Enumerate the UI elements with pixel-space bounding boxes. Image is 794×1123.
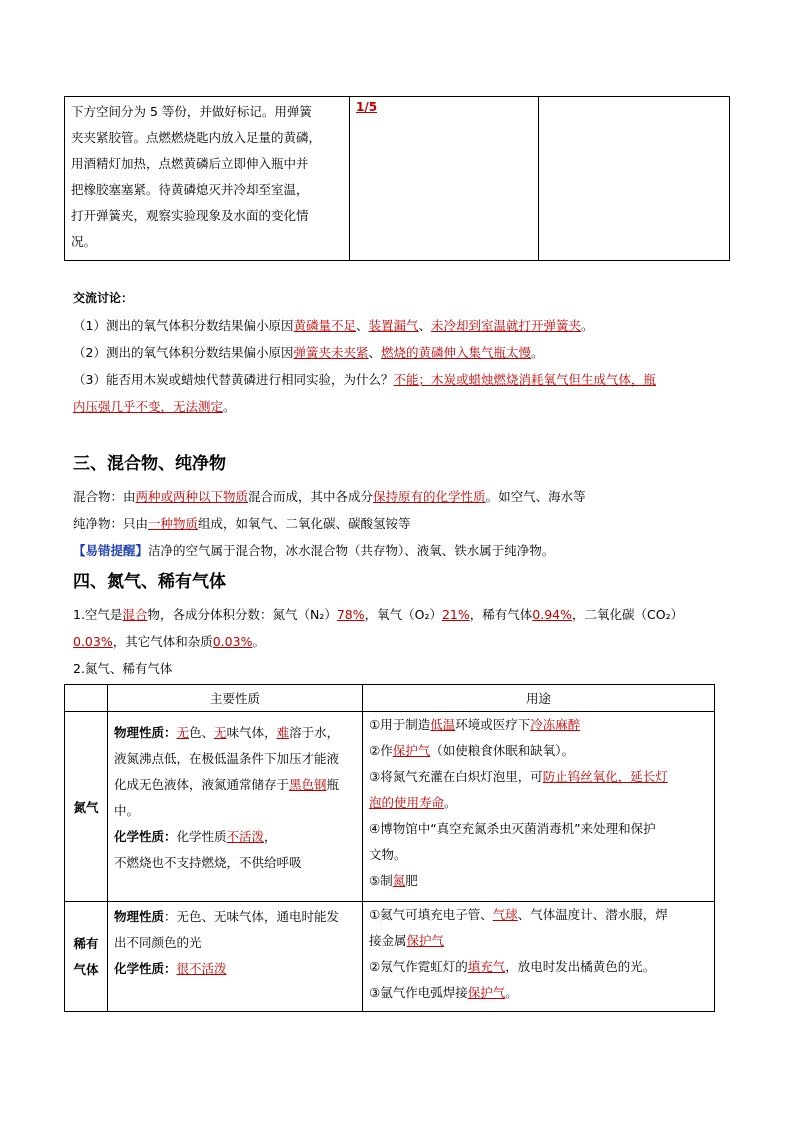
n2-phys-line1: [114, 720, 357, 746]
p1-rare: 0.94%: [532, 607, 573, 622]
n2-use3-d: 。: [444, 795, 457, 810]
rare-phys-line2: 出不同颜色的光: [114, 935, 202, 950]
rare-use1-e: 保护气: [406, 933, 445, 948]
rare-use3-c: 。: [505, 985, 518, 1000]
n2-use3-cont: [369, 790, 709, 816]
rare-name-cell: [65, 902, 108, 1012]
rare-phys-a: ：无色、无味气体，通电时能发: [164, 909, 340, 924]
n2-use5-a: ⑤制: [369, 873, 393, 888]
rare-use2-c: ，放电时发出橘黄色的光。: [505, 959, 656, 974]
p1-n2: 78%: [336, 607, 365, 622]
discussion-q1: [73, 316, 594, 334]
q2-end: 。: [531, 345, 544, 360]
header-main-cell: [108, 685, 363, 712]
n2-use1-a: ①用于制造: [369, 717, 431, 732]
experiment-steps-line: 下方空间分为 5 等份，并做好标记。用弹簧: [71, 104, 312, 119]
n2-use2-a: ②作: [369, 743, 393, 758]
n2-phys-e: 难: [276, 725, 290, 740]
n2-use2: [369, 738, 709, 764]
n2-use1-b: 低温: [430, 717, 456, 732]
p1-g: 。: [252, 634, 265, 649]
n2-phys-l3a: 化成无色液体，液氮通常储存于: [114, 777, 290, 792]
rare-use2-a: ②氖气作霓虹灯的: [369, 959, 468, 974]
n2-phys-l3b: 黑色钢: [289, 777, 327, 792]
q1-answer-a: 黄磷量不足: [293, 318, 356, 333]
header-use: 用途: [525, 691, 551, 706]
rare-use1-c: 、气体温度计、潜水服，焊: [517, 907, 668, 922]
n2-chem-a: 化学性质: [176, 829, 227, 844]
answer-fraction: 1/5: [356, 100, 378, 114]
rare-phys-label: 物理性质: [114, 909, 165, 924]
p1-o2: 21%: [441, 607, 470, 622]
n2-use5: [369, 868, 709, 894]
experiment-steps-cell: [65, 97, 350, 261]
q1-sep1: 、: [355, 318, 369, 333]
q1-answer-c: 未冷却到室温就打开弹簧夹: [431, 318, 582, 333]
n2-phys-f: 溶于水，: [289, 725, 340, 740]
rare-use1-a: ①氦气可填充电子管、: [369, 907, 493, 922]
discussion-q3: [73, 370, 656, 388]
section4-heading: 四、氮气、稀有气体: [73, 572, 226, 592]
n2-phys-line3: [114, 772, 357, 798]
q1-prefix: （1）测出的氧气体积分数结果偏小原因: [73, 318, 294, 333]
n2-phys-l3c: 瓶: [326, 777, 340, 792]
experiment-steps-line: 用酒精灯加热，点燃黄磷后立即伸入瓶中并: [71, 156, 309, 171]
n2-use4-cont: 文物。: [369, 847, 407, 862]
p1-e: ，二氧化碳（CO₂）: [572, 607, 684, 622]
pure-answer: 一种物质: [148, 516, 199, 531]
air-composition-line1: [73, 605, 683, 623]
mixture-answer-a: 两种或两种以下物质: [135, 489, 249, 504]
n2-phys-c: 无: [214, 725, 227, 740]
n2-properties-cell: [108, 712, 363, 902]
n2-use5-c: 肥: [405, 873, 418, 888]
header-use-cell: [363, 685, 715, 712]
discussion-q2: [73, 343, 544, 361]
rare-use2-b: 填充气: [467, 959, 506, 974]
n2-phys-d: 味气体，: [226, 725, 277, 740]
tip-label: 【易错提醒】: [73, 543, 149, 558]
discussion-q3-cont: [73, 397, 236, 415]
pure-prefix: 纯净物：只由: [73, 516, 149, 531]
n2-phys-line2: 液氮沸点低，在极低温条件下加压才能液: [114, 751, 340, 766]
q3-prefix: （3）能否用木炭或蜡烛代替黄磷进行相同实验，为什么？: [73, 372, 394, 387]
rare-chem-line: [114, 956, 357, 982]
rare-use1-cont: [369, 928, 709, 954]
n2-chem-label: 化学性质：: [114, 829, 177, 844]
p1-a: 1.空气是: [73, 607, 123, 622]
n2-use3-a: ③将氮气充灌在白炽灯泡里，可: [369, 769, 543, 784]
q2-answer-b: 燃烧的黄磷伸入集气瓶太慢: [381, 345, 532, 360]
tip-text: 洁净的空气属于混合物，冰水混合物（共存物）、液氧、铁水属于纯净物。: [148, 543, 555, 558]
pure-definition: [73, 514, 411, 532]
p1-d: ，稀有气体: [469, 607, 533, 622]
q2-sep: 、: [368, 345, 381, 360]
n2-use1-d: 冷冻麻醉: [530, 717, 581, 732]
rare-name-line1: 稀有: [73, 935, 99, 951]
rare-use3: [369, 980, 709, 1006]
experiment-steps-line: 况。: [71, 234, 97, 249]
rare-phys-line1: [114, 904, 357, 930]
n2-chem-b: 不活泼: [226, 829, 265, 844]
q2-prefix: （2）测出的氧气体积分数结果偏小原因: [73, 345, 294, 360]
rare-use3-a: ③氩气作电弧焊接: [369, 985, 468, 1000]
experiment-steps-line: 打开弹簧夹，观察实验现象及水面的变化情: [71, 208, 309, 223]
experiment-table: [64, 96, 730, 261]
error-tip: [73, 541, 554, 559]
gas-subheading: 2.氮气、稀有气体: [73, 661, 173, 676]
section3-heading: 三、混合物、纯净物: [73, 454, 226, 474]
q2-answer-a: 弹簧夹未夹紧: [293, 345, 369, 360]
experiment-result-cell: [350, 97, 539, 261]
rare-uses-cell: [363, 902, 715, 1012]
mixture-answer-b: 保持原有的化学性质: [373, 489, 486, 504]
mixture-mid: 混合而成，其中各成分: [248, 489, 374, 504]
p1-mix: 混合: [122, 607, 148, 622]
p1-other: 0.03%: [212, 634, 253, 649]
n2-use3-b: 防止钨丝氧化，延长灯: [542, 769, 668, 784]
q1-end: 。: [581, 318, 594, 333]
rare-use1-b: 气球: [492, 907, 518, 922]
n2-phys-label: 物理性质：: [114, 725, 177, 740]
n2-phys-a: 无: [176, 725, 190, 740]
experiment-steps-line: 把橡胶塞塞紧。待黄磷熄灭并冷却至室温，: [71, 182, 309, 197]
q1-answer-b: 装置漏气: [368, 318, 419, 333]
pure-end: 组成，如氧气、二氧化碳、碳酸氢铵等: [198, 516, 411, 531]
p1-co2: 0.03%: [73, 634, 113, 649]
n2-name-cell: [65, 712, 108, 902]
rare-use1: [369, 902, 709, 928]
p1-f: ，其它气体和杂质: [112, 634, 213, 649]
rare-properties-cell: [108, 902, 363, 1012]
n2-name: 氮气: [73, 799, 99, 815]
experiment-steps-line: 夹夹紧胶管。点燃燃烧匙内放入足量的黄磷，: [71, 130, 322, 145]
rare-chem-label: 化学性质：: [114, 961, 177, 976]
mixture-end: 。如空气、海水等: [485, 489, 586, 504]
n2-use4: ④博物馆中“真空充氮杀虫灭菌消毒机”来处理和保护: [369, 821, 656, 836]
n2-chem-line1: [114, 824, 357, 850]
n2-use3-c: 泡的使用寿命: [369, 795, 445, 810]
q3-end: 。: [223, 399, 236, 414]
p1-b: 物，各成分体积分数：氮气（N₂）: [147, 607, 337, 622]
mixture-definition: [73, 487, 586, 505]
p1-c: ，氧气（O₂）: [364, 607, 442, 622]
gas-properties-table: [64, 684, 715, 1012]
header-main: 主要性质: [209, 691, 260, 706]
air-composition-line2: [73, 632, 265, 650]
mixture-prefix: 混合物：由: [73, 489, 136, 504]
q3-answer-a: 不能；木炭或蜡烛燃烧消耗氧气但生成气体，瓶: [393, 372, 656, 387]
rare-name-line2: 气体: [73, 961, 99, 977]
n2-chem-line2: 不燃烧也不支持燃烧，不供给呼吸: [114, 855, 302, 870]
n2-use2-c: （如使粮食休眠和缺氧）。: [430, 743, 574, 758]
q3-answer-b: 内压强几乎不变，无法测定: [73, 399, 224, 414]
rare-chem-b: 很不活泼: [176, 961, 227, 976]
n2-use3: [369, 764, 709, 790]
n2-use5-b: 氮: [392, 873, 406, 888]
rare-use1-d: 接金属: [369, 933, 407, 948]
experiment-empty-cell: [539, 97, 730, 261]
n2-uses-cell: [363, 712, 715, 902]
n2-use1-c: 环境或医疗下: [455, 717, 531, 732]
q1-sep2: 、: [418, 318, 432, 333]
n2-chem-c: ，: [264, 829, 277, 844]
n2-use2-b: 保护气: [392, 743, 431, 758]
n2-phys-b: 色、: [189, 725, 215, 740]
rare-use2: [369, 954, 709, 980]
discussion-title: 交流讨论：: [73, 291, 134, 305]
rare-use3-b: 保护气: [467, 985, 506, 1000]
header-empty-cell: [65, 685, 108, 712]
n2-use1: [369, 712, 709, 738]
n2-phys-line4: 中。: [114, 803, 140, 818]
